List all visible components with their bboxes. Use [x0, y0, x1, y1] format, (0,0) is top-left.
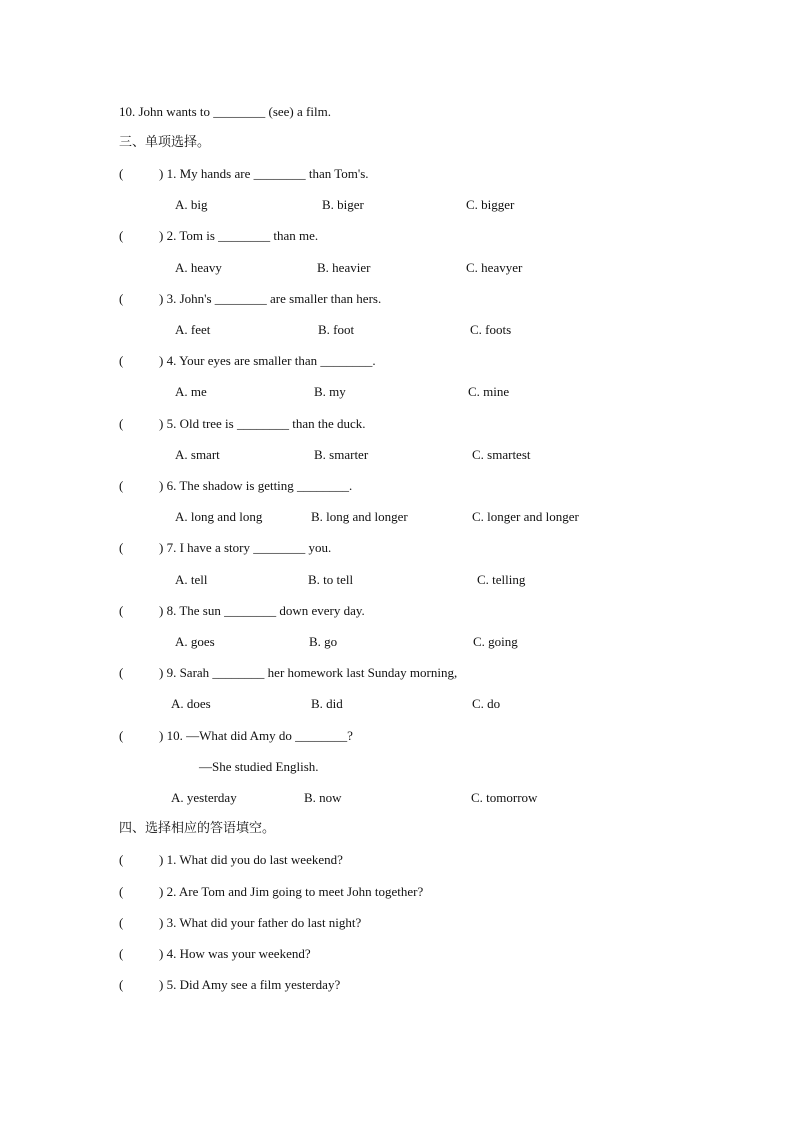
- match-question-3: [119, 915, 361, 931]
- answer-paren: (: [119, 478, 124, 493]
- option-b: B. heavier: [317, 260, 371, 275]
- mc-question-9: [119, 665, 457, 681]
- option-c: C. mine: [468, 384, 510, 399]
- match-question-1: [119, 852, 343, 868]
- option-b: B. my: [314, 384, 346, 399]
- question-stem: ) 2. Tom is ________ than me.: [159, 228, 319, 243]
- question-stem: ) 3. What did your father do last night?: [159, 915, 362, 930]
- answer-paren: (: [119, 291, 124, 306]
- mc-question-10: [119, 728, 353, 744]
- section-3-heading: 三、单项选择。: [119, 135, 211, 150]
- match-question-5: [119, 977, 340, 993]
- answer-line: —She studied English.: [199, 759, 319, 774]
- question-stem: ) 8. The sun ________ down every day.: [159, 603, 365, 618]
- mc-question-2: [119, 228, 318, 244]
- option-a: A. heavy: [175, 260, 222, 275]
- option-a: A. goes: [175, 634, 215, 649]
- option-c: C. heavyer: [466, 260, 523, 275]
- mc-question-8: [119, 603, 365, 619]
- mc-question-7: [119, 540, 331, 556]
- answer-paren: (: [119, 353, 124, 368]
- match-question-2: [119, 884, 423, 900]
- question-stem: ) 2. Are Tom and Jim going to meet John together?: [159, 884, 424, 899]
- answer-paren: (: [119, 665, 124, 680]
- mc-question-6: [119, 478, 352, 494]
- question-stem: ) 1. What did you do last weekend?: [159, 852, 343, 867]
- option-a: A. long and long: [175, 509, 263, 524]
- question-stem: ) 4. How was your weekend?: [159, 946, 311, 961]
- section-4-heading: 四、选择相应的答语填空。: [119, 821, 276, 836]
- option-b: B. smarter: [314, 447, 369, 462]
- option-c: C. foots: [470, 322, 512, 337]
- question-stem: ) 3. John's ________ are smaller than hers.: [159, 291, 382, 306]
- option-b: B. biger: [322, 197, 364, 212]
- option-b: B. to tell: [308, 572, 354, 587]
- answer-paren: (: [119, 977, 124, 992]
- mc-question-4: [119, 353, 376, 369]
- question-stem: ) 5. Old tree is ________ than the duck.: [159, 416, 366, 431]
- answer-paren: (: [119, 603, 124, 618]
- option-b: B. long and longer: [311, 509, 408, 524]
- answer-paren: (: [119, 728, 124, 743]
- question-stem: ) 1. My hands are ________ than Tom's.: [159, 166, 369, 181]
- answer-paren: (: [119, 166, 124, 181]
- option-b: B. did: [311, 696, 343, 711]
- option-a: A. feet: [175, 322, 211, 337]
- mc-question-1: [119, 166, 369, 182]
- question-stem: ) 5. Did Amy see a film yesterday?: [159, 977, 341, 992]
- question-stem: ) 6. The shadow is getting ________.: [159, 478, 353, 493]
- option-c: C. telling: [477, 572, 526, 587]
- answer-paren: (: [119, 416, 124, 431]
- option-b: B. go: [309, 634, 338, 649]
- option-a: A. big: [175, 197, 208, 212]
- option-a: A. tell: [175, 572, 208, 587]
- match-question-4: [119, 946, 311, 962]
- mc-question-3: [119, 291, 381, 307]
- answer-paren: (: [119, 228, 124, 243]
- answer-paren: (: [119, 852, 124, 867]
- question-stem: ) 9. Sarah ________ her homework last Sunday morning,: [159, 665, 458, 680]
- option-b: B. now: [304, 790, 342, 805]
- answer-paren: (: [119, 540, 124, 555]
- option-a: A. does: [171, 696, 211, 711]
- answer-paren: (: [119, 884, 124, 899]
- option-c: C. do: [472, 696, 501, 711]
- option-c: C. smartest: [472, 447, 531, 462]
- mc-question-5: [119, 416, 366, 432]
- option-c: C. tomorrow: [471, 790, 538, 805]
- option-c: C. going: [473, 634, 518, 649]
- question-stem: ) 10. —What did Amy do ________?: [159, 728, 353, 743]
- option-c: C. bigger: [466, 197, 515, 212]
- option-a: A. me: [175, 384, 207, 399]
- option-b: B. foot: [318, 322, 355, 337]
- answer-paren: (: [119, 915, 124, 930]
- option-c: C. longer and longer: [472, 509, 579, 524]
- question-stem: ) 4. Your eyes are smaller than ________.: [159, 353, 376, 368]
- question-stem: ) 7. I have a story ________ you.: [159, 540, 332, 555]
- answer-paren: (: [119, 946, 124, 961]
- option-a: A. yesterday: [171, 790, 237, 805]
- option-a: A. smart: [175, 447, 220, 462]
- fill-in-question-10: 10. John wants to ________ (see) a film.: [119, 104, 331, 119]
